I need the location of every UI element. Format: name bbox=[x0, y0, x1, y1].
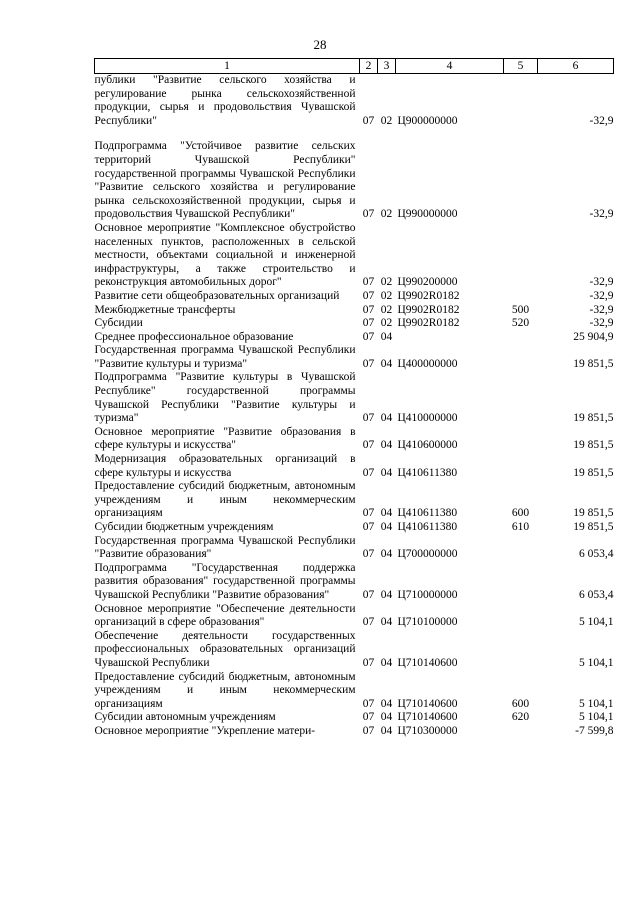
row-target-article-cell: Ц710000000 bbox=[397, 588, 458, 601]
row-target-article-cell: Ц9902R0182 bbox=[397, 317, 460, 330]
row-section-cell: 07 bbox=[362, 289, 375, 302]
row-expense-type-cell bbox=[504, 74, 538, 129]
row-expense-type-cell bbox=[504, 426, 538, 453]
table-row bbox=[95, 222, 614, 290]
row-subsection-cell: 04 bbox=[380, 507, 393, 520]
row-name-cell: Модернизация образовательных организаций в сфере культуры и искусства bbox=[94, 453, 356, 479]
row-name-cell: Предоставление субсидий бюджетным, автономным учреждениям и иным некоммерческим организациям bbox=[94, 670, 356, 710]
row-amount-cell: -32,9 bbox=[589, 303, 614, 316]
row-target-article-cell: Ц410611380 bbox=[397, 507, 458, 520]
table-row bbox=[95, 535, 614, 562]
row-amount-cell: 5 104,1 bbox=[579, 711, 614, 724]
row-section-cell: 07 bbox=[362, 711, 375, 724]
row-target-article-cell: Ц9902R0182 bbox=[397, 289, 460, 302]
table-row bbox=[95, 304, 614, 318]
row-section-cell: 07 bbox=[362, 656, 375, 669]
row-expense-type-cell: 500 bbox=[511, 303, 530, 316]
row-subsection-cell: 02 bbox=[380, 317, 393, 330]
row-amount-cell: -32,9 bbox=[589, 289, 614, 302]
table-row bbox=[95, 317, 614, 331]
row-name-cell: Основное мероприятие "Комплексное обустройство населенных пунктов, расположенных в сельской местности, объектами социальной и инженерной инфраструктуры, а также строительство и реконструкция автомобильных дорог" bbox=[94, 221, 356, 289]
row-expense-type-cell bbox=[504, 222, 538, 290]
row-target-article-cell: Ц990000000 bbox=[397, 208, 458, 221]
row-amount-cell: 25 904,9 bbox=[573, 330, 614, 343]
row-target-article-cell: Ц9902R0182 bbox=[397, 303, 460, 316]
row-expense-type-cell bbox=[504, 535, 538, 562]
row-expense-type-cell: 620 bbox=[511, 711, 530, 724]
row-amount-cell: -32,9 bbox=[589, 317, 614, 330]
row-subsection-cell: 04 bbox=[380, 548, 393, 561]
row-section-cell: 07 bbox=[362, 466, 375, 479]
row-amount-cell: 6 053,4 bbox=[579, 548, 614, 561]
row-amount-cell: 19 851,5 bbox=[573, 412, 614, 425]
row-name-cell: Основное мероприятие "Укрепление матери- bbox=[94, 724, 316, 737]
row-subsection-cell: 02 bbox=[380, 303, 393, 316]
row-amount-cell: 19 851,5 bbox=[573, 439, 614, 452]
table-row bbox=[95, 371, 614, 425]
table-row bbox=[95, 290, 614, 304]
row-subsection-cell: 04 bbox=[380, 521, 393, 533]
row-section-cell: 07 bbox=[362, 548, 375, 561]
row-amount-cell: 19 851,5 bbox=[573, 357, 614, 370]
row-amount-cell: -32,9 bbox=[589, 114, 614, 127]
row-name-cell: Субсидии автономным учреждениям bbox=[94, 711, 276, 724]
column-header-1: 1 bbox=[95, 59, 360, 74]
row-name-cell: Подпрограмма "Устойчивое развитие сельских территорий Чувашской Республики" государственной программы Чувашской Республики "Развитие сельского хозяйства и регулирование рынка сельскохозяйственной продукции, сырья и продовольствия Чувашской Республики" bbox=[94, 140, 356, 221]
row-section-cell: 07 bbox=[362, 439, 375, 452]
row-subsection-cell: 04 bbox=[380, 330, 393, 343]
row-section-cell: 07 bbox=[362, 588, 375, 601]
row-section-cell: 07 bbox=[362, 616, 375, 629]
row-target-article-cell: Ц410611380 bbox=[397, 521, 458, 533]
row-expense-type-cell bbox=[504, 140, 538, 222]
row-subsection-cell: 04 bbox=[380, 588, 393, 601]
row-name-cell: Основное мероприятие "Развитие образования в сфере культуры и искусства" bbox=[94, 425, 356, 452]
row-section-cell: 07 bbox=[362, 412, 375, 425]
row-target-article-cell: Ц900000000 bbox=[397, 114, 458, 127]
column-header-3: 3 bbox=[378, 59, 396, 74]
row-expense-type-cell bbox=[504, 562, 538, 603]
row-name-cell: Государственная программа Чувашской Республики "Развитие культуры и туризма" bbox=[94, 344, 356, 370]
column-header-5: 5 bbox=[504, 59, 538, 74]
table-row bbox=[95, 725, 614, 739]
row-expense-type-cell: 610 bbox=[511, 521, 530, 533]
row-target-article-cell: Ц410000000 bbox=[397, 412, 458, 425]
table-row bbox=[95, 603, 614, 630]
row-section-cell: 07 bbox=[362, 724, 375, 737]
row-expense-type-cell: 600 bbox=[511, 507, 530, 520]
row-section-cell: 07 bbox=[362, 276, 375, 289]
row-target-article-cell: Ц400000000 bbox=[397, 357, 458, 370]
row-target-article-cell: Ц710140600 bbox=[397, 697, 458, 710]
row-subsection-cell: 04 bbox=[380, 439, 393, 452]
table-header-row bbox=[95, 59, 614, 74]
row-subsection-cell: 04 bbox=[380, 357, 393, 370]
row-amount-cell: 5 104,1 bbox=[579, 656, 614, 669]
row-section-cell: 07 bbox=[362, 521, 375, 533]
table-row bbox=[95, 331, 614, 345]
row-name-cell: публики "Развитие сельского хозяйства и регулирование рынка сельскохозяйственной продукции, сырья и продовольствия Чувашской Республики" bbox=[94, 74, 356, 127]
row-amount-cell: -32,9 bbox=[589, 208, 614, 221]
row-name-cell: Обеспечение деятельности государственных профессиональных образовательных организаций Чувашской Республики bbox=[94, 629, 356, 669]
column-header-6: 6 bbox=[538, 59, 614, 74]
row-name-cell: Развитие сети общеобразовательных организаций bbox=[94, 289, 340, 302]
row-subsection-cell: 04 bbox=[380, 466, 393, 479]
table-row bbox=[95, 562, 614, 603]
row-section-cell: 07 bbox=[362, 303, 375, 316]
row-spacer bbox=[95, 128, 614, 140]
row-expense-type-cell bbox=[504, 453, 538, 480]
row-subsection-cell: 02 bbox=[380, 276, 393, 289]
row-name-cell: Предоставление субсидий бюджетным, автономным учреждениям и иным некоммерческим организациям bbox=[94, 480, 356, 520]
row-target-article-cell: Ц710140600 bbox=[397, 711, 458, 724]
row-name-cell: Государственная программа Чувашской Республики "Развитие образования" bbox=[94, 534, 356, 561]
table-row bbox=[95, 711, 614, 725]
row-target-article-cell: Ц410600000 bbox=[397, 439, 458, 452]
row-name-cell: Субсидии бюджетным учреждениям bbox=[94, 521, 274, 533]
row-subsection-cell: 04 bbox=[380, 412, 393, 425]
page-number: 28 bbox=[313, 37, 327, 52]
row-subsection-cell: 02 bbox=[380, 208, 393, 221]
row-name-cell: Основное мероприятие "Обеспечение деятельности организаций в сфере образования" bbox=[94, 602, 356, 629]
row-amount-cell: -32,9 bbox=[589, 276, 614, 289]
row-target-article-cell: Ц710100000 bbox=[397, 616, 458, 629]
row-section-cell: 07 bbox=[362, 317, 375, 330]
table-row bbox=[95, 453, 614, 480]
table-row bbox=[95, 426, 614, 453]
row-expense-type-cell bbox=[504, 603, 538, 630]
table-row bbox=[95, 344, 614, 371]
budget-table bbox=[94, 58, 614, 739]
table-row bbox=[95, 140, 614, 222]
row-amount-cell: 19 851,5 bbox=[573, 466, 614, 479]
table-row bbox=[95, 74, 614, 129]
row-subsection-cell: 02 bbox=[380, 289, 393, 302]
row-expense-type-cell bbox=[504, 725, 538, 739]
row-subsection-cell: 02 bbox=[380, 114, 393, 127]
row-expense-type-cell bbox=[504, 344, 538, 371]
row-target-article-cell: Ц990200000 bbox=[397, 276, 458, 289]
row-section-cell: 07 bbox=[362, 330, 375, 343]
row-subsection-cell: 04 bbox=[380, 656, 393, 669]
row-name-cell: Среднее профессиональное образование bbox=[94, 330, 294, 343]
row-target-article-cell: Ц710300000 bbox=[397, 724, 458, 737]
row-section-cell: 07 bbox=[362, 208, 375, 221]
row-section-cell: 07 bbox=[362, 507, 375, 520]
row-subsection-cell: 04 bbox=[380, 616, 393, 629]
row-amount-cell: 5 104,1 bbox=[579, 697, 614, 710]
row-target-article-cell: Ц410611380 bbox=[397, 466, 458, 479]
row-name-cell: Подпрограмма "Государственная поддержка развития образования" государственной программы Чувашской Республики "Развитие образования" bbox=[94, 561, 356, 601]
table-row bbox=[95, 480, 614, 521]
row-section-cell: 07 bbox=[362, 357, 375, 370]
row-amount-cell: 6 053,4 bbox=[579, 588, 614, 601]
row-amount-cell: 19 851,5 bbox=[573, 507, 614, 520]
row-target-article-cell bbox=[396, 331, 504, 345]
row-expense-type-cell: 600 bbox=[511, 697, 530, 710]
row-name-cell: Межбюджетные трансферты bbox=[94, 303, 236, 316]
table-row bbox=[95, 671, 614, 712]
row-subsection-cell: 04 bbox=[380, 724, 393, 737]
row-name-cell: Субсидии bbox=[94, 317, 143, 330]
column-header-2: 2 bbox=[360, 59, 378, 74]
row-amount-cell: -7 599,8 bbox=[575, 724, 614, 737]
row-expense-type-cell bbox=[504, 331, 538, 345]
row-name-cell: Подпрограмма "Развитие культуры в Чувашской Республике" государственной программы Чувашской Республики "Развитие культуры и туризма" bbox=[94, 371, 356, 425]
row-spacer-cell bbox=[95, 128, 614, 140]
row-target-article-cell: Ц710140600 bbox=[397, 656, 458, 669]
row-section-cell: 07 bbox=[362, 697, 375, 710]
row-expense-type-cell bbox=[504, 630, 538, 671]
column-header-4: 4 bbox=[396, 59, 504, 74]
row-amount-cell: 19 851,5 bbox=[573, 521, 614, 533]
row-target-article-cell: Ц700000000 bbox=[397, 548, 458, 561]
table-row bbox=[95, 630, 614, 671]
row-subsection-cell: 04 bbox=[380, 697, 393, 710]
row-expense-type-cell bbox=[504, 371, 538, 425]
table-row bbox=[95, 521, 614, 535]
row-amount-cell: 5 104,1 bbox=[579, 616, 614, 629]
row-expense-type-cell bbox=[504, 290, 538, 304]
row-subsection-cell: 04 bbox=[380, 711, 393, 724]
row-expense-type-cell: 520 bbox=[511, 317, 530, 330]
row-section-cell: 07 bbox=[362, 114, 375, 127]
